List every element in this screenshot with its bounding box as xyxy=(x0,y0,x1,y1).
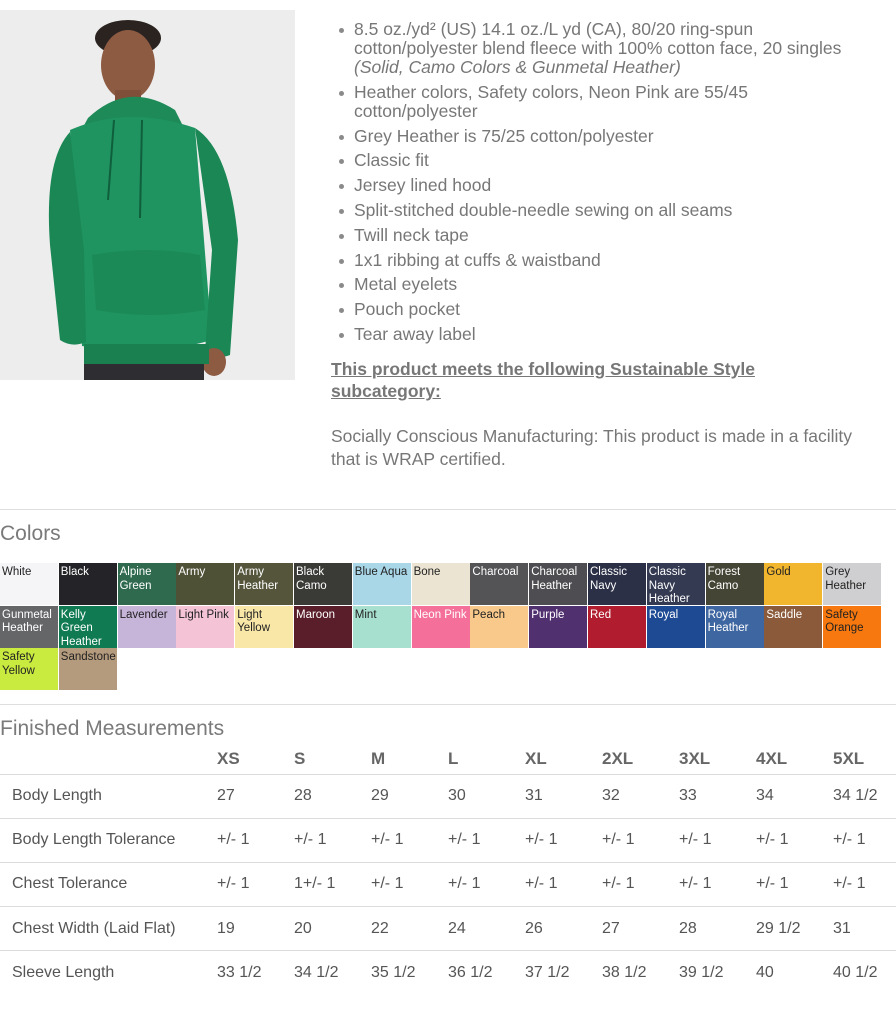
measurement-cell: +/- 1 xyxy=(217,862,294,906)
color-swatch[interactable]: Neon Pink xyxy=(412,606,470,648)
measurement-cell: +/- 1 xyxy=(525,862,602,906)
color-swatch[interactable]: Royal Heather xyxy=(706,606,764,648)
row-label: Body Length Tolerance xyxy=(0,818,217,862)
measurement-cell: 36 1/2 xyxy=(448,951,525,995)
feature-item xyxy=(331,251,871,270)
measurement-cell: 35 1/2 xyxy=(371,951,448,995)
color-swatch[interactable]: Army xyxy=(176,563,234,605)
feature-item xyxy=(331,275,871,294)
feature-item xyxy=(331,20,871,77)
measurement-cell: 31 xyxy=(525,774,602,818)
measurement-cell: +/- 1 xyxy=(756,818,833,862)
color-swatch[interactable]: Charcoal Heather xyxy=(529,563,587,605)
table-row xyxy=(0,774,896,818)
feature-item xyxy=(331,127,871,146)
color-swatch[interactable]: Kelly Green Heather xyxy=(59,606,117,648)
sustainability-heading[interactable]: This product meets the following Sustainable Style subcategory: xyxy=(331,359,755,401)
color-swatch[interactable]: Peach xyxy=(470,606,528,648)
measurement-cell: +/- 1 xyxy=(833,818,896,862)
feature-text: Heather colors, Safety colors, Neon Pink are 55/45 cotton/polyester xyxy=(354,81,748,121)
feature-text: Twill neck tape xyxy=(354,224,469,245)
measurement-cell: 19 xyxy=(217,907,294,951)
color-swatch[interactable]: Gunmetal Heather xyxy=(0,606,58,648)
measurement-cell: 34 1/2 xyxy=(294,951,371,995)
color-swatch[interactable]: Classic Navy xyxy=(588,563,646,605)
color-swatch[interactable]: Bone xyxy=(412,563,470,605)
color-swatch[interactable]: Light Pink xyxy=(176,606,234,648)
color-swatch[interactable]: Sandstone xyxy=(59,648,117,690)
measurement-cell: 40 1/2 xyxy=(833,951,896,995)
header-blank xyxy=(0,744,217,774)
measurement-cell: 27 xyxy=(217,774,294,818)
size-header: 5XL xyxy=(833,748,865,768)
color-swatch[interactable]: Grey Heather xyxy=(823,563,881,605)
size-header: L xyxy=(448,748,459,768)
size-header: XL xyxy=(525,748,547,768)
measurement-cell: +/- 1 xyxy=(525,818,602,862)
size-header: M xyxy=(371,748,386,768)
feature-text: Classic fit xyxy=(354,150,429,171)
feature-text: Tear away label xyxy=(354,323,476,344)
measurement-cell: +/- 1 xyxy=(679,818,756,862)
measurements-title: Finished Measurements xyxy=(0,717,225,740)
measurement-cell: 37 1/2 xyxy=(525,951,602,995)
colors-title: Colors xyxy=(0,522,61,545)
color-swatch[interactable]: Safety Yellow xyxy=(0,648,58,690)
table-row xyxy=(0,907,896,951)
color-swatch[interactable]: Forest Camo xyxy=(706,563,764,605)
color-swatch[interactable]: Safety Orange xyxy=(823,606,881,648)
feature-text: Metal eyelets xyxy=(354,274,458,295)
feature-item xyxy=(331,300,871,319)
measurement-cell: 20 xyxy=(294,907,371,951)
size-header-row xyxy=(0,744,896,774)
feature-note: (Solid, Camo Colors & Gunmetal Heather) xyxy=(354,57,681,77)
measurement-cell: 39 1/2 xyxy=(679,951,756,995)
feature-list xyxy=(331,20,871,350)
measurement-cell: +/- 1 xyxy=(602,862,679,906)
measurement-cell: 24 xyxy=(448,907,525,951)
color-swatch[interactable]: Army Heather xyxy=(235,563,293,605)
size-header: 2XL xyxy=(602,748,634,768)
feature-item xyxy=(331,201,871,220)
measurement-cell: 1+/- 1 xyxy=(294,862,371,906)
table-row xyxy=(0,862,896,906)
color-swatch[interactable]: Blue Aqua xyxy=(353,563,411,605)
feature-item xyxy=(331,83,871,121)
color-swatch[interactable]: Gold xyxy=(764,563,822,605)
measurement-cell: +/- 1 xyxy=(371,862,448,906)
color-swatch[interactable]: Red xyxy=(588,606,646,648)
measurement-cell: +/- 1 xyxy=(756,862,833,906)
measurement-cell: 28 xyxy=(294,774,371,818)
color-swatch[interactable]: Black Camo xyxy=(294,563,352,605)
feature-text: Pouch pocket xyxy=(354,299,461,320)
measurement-cell: +/- 1 xyxy=(833,862,896,906)
feature-item xyxy=(331,325,871,344)
measurements-table xyxy=(0,744,896,995)
color-swatch[interactable]: Royal xyxy=(647,606,705,648)
color-swatch[interactable]: Maroon xyxy=(294,606,352,648)
measurement-cell: +/- 1 xyxy=(371,818,448,862)
color-swatch[interactable]: Lavender xyxy=(118,606,176,648)
color-swatch[interactable]: Black xyxy=(59,563,117,605)
measurement-cell: 29 xyxy=(371,774,448,818)
measurement-cell: 38 1/2 xyxy=(602,951,679,995)
feature-text: 8.5 oz./yd² (US) 14.1 oz./L yd (CA), 80/20 ring-spun cotton/polyester blend fleece with 100% cotton face, 20 singles xyxy=(354,19,842,58)
feature-text: Jersey lined hood xyxy=(354,175,492,196)
size-header: S xyxy=(294,748,306,768)
color-swatch[interactable]: Mint xyxy=(353,606,411,648)
row-label: Sleeve Length xyxy=(0,951,217,995)
measurement-cell: +/- 1 xyxy=(448,818,525,862)
measurement-cell: 31 xyxy=(833,907,896,951)
color-swatch[interactable]: Light Yellow xyxy=(235,606,293,648)
measurement-cell: 22 xyxy=(371,907,448,951)
measurement-cell: +/- 1 xyxy=(294,818,371,862)
measurement-cell: +/- 1 xyxy=(679,862,756,906)
measurement-cell: 34 1/2 xyxy=(833,774,896,818)
measurement-cell: 28 xyxy=(679,907,756,951)
size-header: 3XL xyxy=(679,748,711,768)
color-swatch[interactable]: White xyxy=(0,563,58,605)
color-swatch[interactable]: Charcoal xyxy=(470,563,528,605)
size-header: 4XL xyxy=(756,748,788,768)
measurement-cell: 33 xyxy=(679,774,756,818)
product-image xyxy=(0,10,295,380)
feature-item xyxy=(331,226,871,245)
table-row xyxy=(0,951,896,995)
size-header: XS xyxy=(217,748,240,768)
color-swatch[interactable]: Classic Navy Heather xyxy=(647,563,705,605)
feature-text: Grey Heather is 75/25 cotton/polyester xyxy=(354,125,654,146)
measurement-cell: 40 xyxy=(756,951,833,995)
feature-text: Split-stitched double-needle sewing on all seams xyxy=(354,199,733,220)
color-swatch[interactable]: Purple xyxy=(529,606,587,648)
row-label: Body Length xyxy=(0,774,217,818)
row-label: Chest Tolerance xyxy=(0,862,217,906)
table-row xyxy=(0,818,896,862)
color-swatch[interactable]: Saddle xyxy=(764,606,822,648)
measurement-cell: 29 1/2 xyxy=(756,907,833,951)
sustainability-text: Socially Conscious Manufacturing: This product is made in a facility that is WRAP certified. xyxy=(331,426,853,469)
measurement-cell: +/- 1 xyxy=(217,818,294,862)
divider xyxy=(0,509,896,510)
color-swatch[interactable]: Alpine Green xyxy=(118,563,176,605)
measurement-cell: +/- 1 xyxy=(602,818,679,862)
feature-text: 1x1 ribbing at cuffs & waistband xyxy=(354,249,601,270)
measurement-cell: 26 xyxy=(525,907,602,951)
divider xyxy=(0,704,896,705)
measurement-cell: 34 xyxy=(756,774,833,818)
feature-item xyxy=(331,176,871,195)
hoodie-model-illustration xyxy=(0,10,295,380)
feature-item xyxy=(331,151,871,170)
measurement-cell: 32 xyxy=(602,774,679,818)
row-label: Chest Width (Laid Flat) xyxy=(0,907,217,951)
measurement-cell: +/- 1 xyxy=(448,862,525,906)
measurement-cell: 30 xyxy=(448,774,525,818)
measurement-cell: 33 1/2 xyxy=(217,951,294,995)
measurement-cell: 27 xyxy=(602,907,679,951)
